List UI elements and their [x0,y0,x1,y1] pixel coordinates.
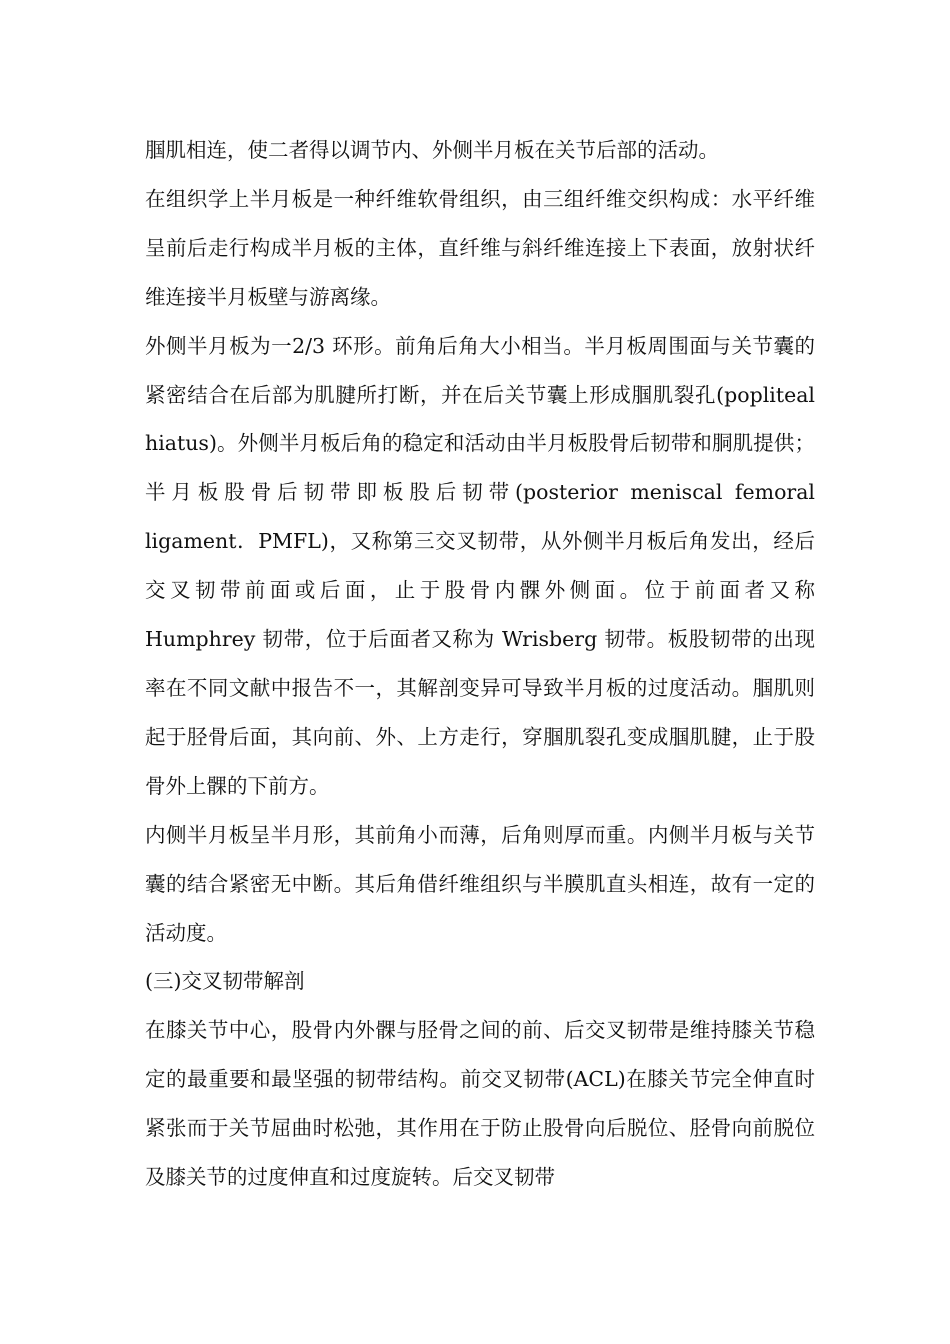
section-heading-cruciate-ligaments: (三)交叉韧带解剖 [145,969,305,994]
paragraph-medial-meniscus: 内侧半月板呈半月形，其前角小而薄，后角则厚而重。内侧半月板与关节囊的结合紧密无中断。其后角借纤维组织与半膜肌直头相连，故有一定的活动度。 [145,822,815,945]
paragraph-cruciate-ligaments: 在膝关节中心，股骨内外髁与胫骨之间的前、后交叉韧带是维持膝关节稳定的最重要和最坚强的韧带结构。前交叉韧带(ACL)在膝关节完全伸直时紧张而于关节屈曲时松弛，其作用在于防止股骨向后脱位、胫骨向前脱位及膝关节的过度伸直和过度旋转。后交叉韧带 [145,1018,815,1190]
paragraph-lateral-meniscus: 外侧半月板为一2/3 环形。前角后角大小相当。半月板周围面与关节囊的紧密结合在后部为肌腱所打断，并在后关节囊上形成腘肌裂孔(popliteal hiatus)。外侧半月板后角的稳定和活动由半月板股骨后韧带和胴肌提供；半月板股骨后韧带即板股后韧带(posterior meniscal femoral ligament．PMFL)，又称第三交叉韧带，从外侧半月板后角发出，经后交叉韧带前面或后面，止于股骨内髁外侧面。位于前面者又称 Humphrey 韧带，位于后面者又称为 Wrisberg 韧带。板股韧带的出现率在不同文献中报告不一，其解剖变异可导致半月板的过度活动。腘肌则起于胫骨后面，其向前、外、上方走行，穿腘肌裂孔变成腘肌腱，止于股骨外上髁的下前方。 [145,333,815,798]
paragraph-popliteus-continuation: 腘肌相连，使二者得以调节内、外侧半月板在关节后部的活动。 [145,138,719,162]
document-body [145,126,815,1202]
paragraph-histology: 在组织学上半月板是一种纤维软骨组织，由三组纤维交织构成：水平纤维呈前后走行构成半月板的主体，直纤维与斜纤维连接上下表面，放射状纤维连接半月板壁与游离缘。 [145,186,815,309]
